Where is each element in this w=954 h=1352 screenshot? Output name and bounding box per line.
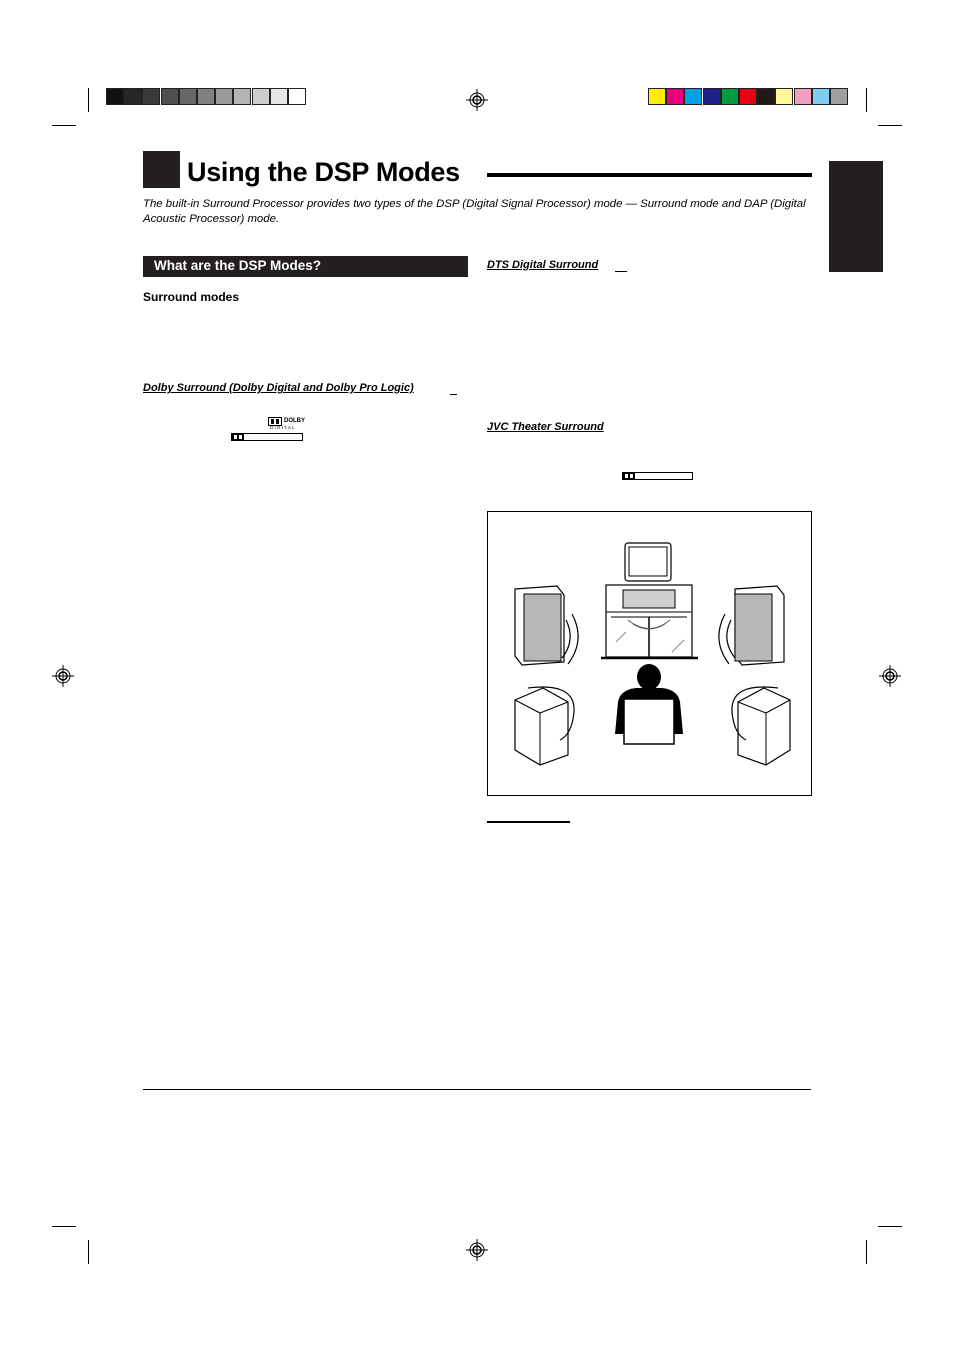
calibration-swatch [648, 88, 666, 105]
registration-mark-icon [879, 665, 901, 687]
calibration-swatch [270, 88, 288, 105]
calibration-swatch [252, 88, 270, 105]
calibration-swatch [757, 88, 775, 105]
calibration-swatch [703, 88, 721, 105]
calibration-swatch [775, 88, 793, 105]
crop-mark [52, 125, 76, 126]
rear-right-speaker-icon [732, 687, 790, 765]
dts-heading-underline-extension [615, 271, 627, 272]
calibration-swatch [666, 88, 684, 105]
speaker-layout-figure [487, 511, 812, 796]
jvc-logo-bar [622, 472, 693, 480]
dolby-surround-heading: Dolby Surround (Dolby Digital and Dolby Pro Logic) [143, 382, 414, 394]
section-heading: What are the DSP Modes? [154, 258, 322, 273]
dolby-logo-bar [231, 433, 303, 441]
tv-stand-icon [601, 585, 698, 658]
dolby-digital-logo-icon: DOLBY D I G I T A L [270, 418, 305, 430]
crop-mark [878, 125, 902, 126]
calibration-swatch [721, 88, 739, 105]
registration-mark-icon [466, 1239, 488, 1261]
calibration-swatch [161, 88, 179, 105]
crop-mark [866, 1240, 867, 1264]
calibration-swatch [794, 88, 812, 105]
dts-heading: DTS Digital Surround [487, 259, 599, 271]
calibration-swatch [812, 88, 830, 105]
crop-mark [52, 1226, 76, 1227]
calibration-swatch [197, 88, 215, 105]
calibration-swatch [288, 88, 306, 105]
page-title: Using the DSP Modes [187, 157, 460, 187]
rear-left-speaker-icon [515, 687, 574, 765]
dolby-heading-underline-extension [450, 394, 457, 395]
front-left-speaker-icon [515, 586, 578, 665]
crop-mark [88, 88, 89, 112]
crop-mark [878, 1226, 902, 1227]
calibration-swatch [684, 88, 702, 105]
calibration-swatch [179, 88, 197, 105]
calibration-swatch [233, 88, 251, 105]
surround-modes-heading: Surround modes [143, 290, 240, 304]
footer-rule [143, 1089, 811, 1090]
calibration-swatch [739, 88, 757, 105]
language-tab [829, 161, 883, 272]
title-square [143, 151, 180, 188]
intro-paragraph: The built-in Surround Processor provides two types of the DSP (Digital Signal Processor) mode — Surround mode and DAP (Digital Acoustic Processor) mode. [143, 198, 806, 225]
crop-mark [866, 88, 867, 112]
surround-speaker-layout-illustration [488, 512, 811, 795]
note-rule [487, 821, 570, 823]
calibration-swatch [124, 88, 142, 105]
front-right-speaker-icon [719, 586, 784, 665]
registration-mark-icon [52, 665, 74, 687]
calibration-swatch [830, 88, 848, 105]
crop-mark [88, 1240, 89, 1264]
tv-icon [625, 543, 671, 581]
title-rule [487, 173, 812, 177]
listener-icon [615, 664, 683, 744]
calibration-swatch [142, 88, 160, 105]
jvc-theater-surround-heading: JVC Theater Surround [487, 421, 604, 433]
calibration-swatch [215, 88, 233, 105]
registration-mark-icon [466, 89, 488, 111]
calibration-swatch [106, 88, 124, 105]
section-heading-bar [143, 256, 468, 277]
